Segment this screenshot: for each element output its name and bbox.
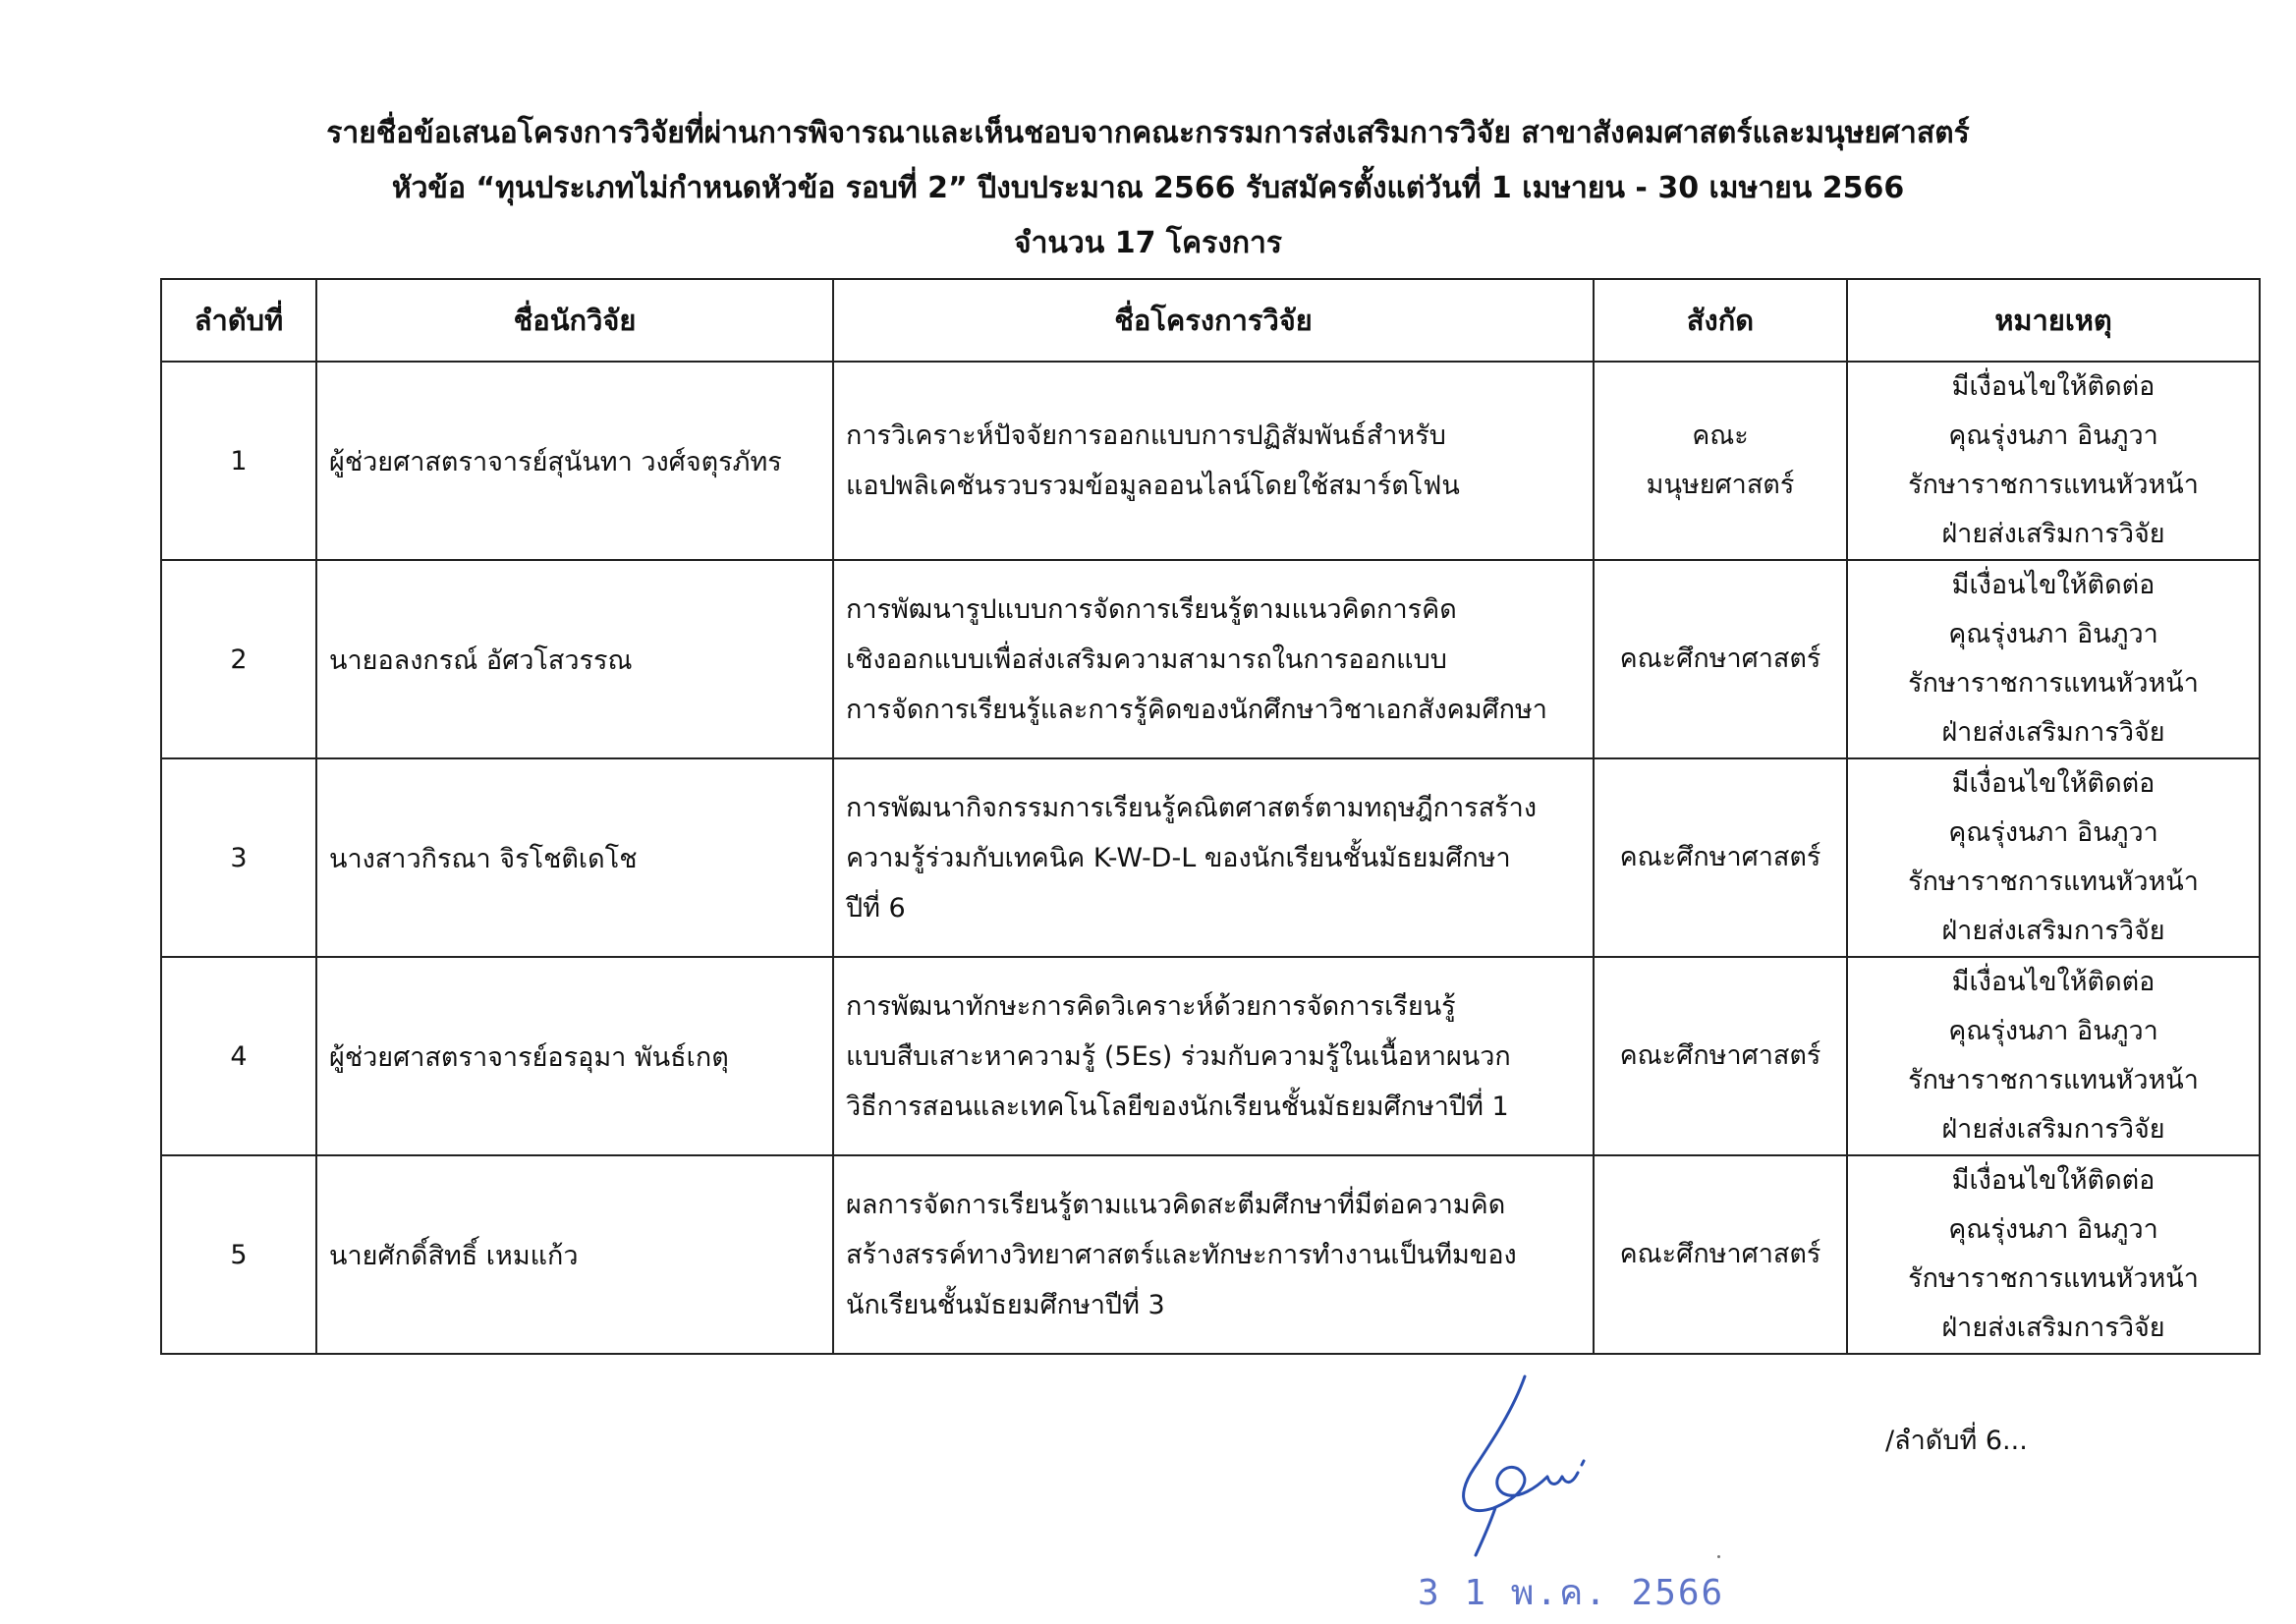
remark-line: มีเงื่อนไขให้ติดต่อ [1951,1165,2156,1196]
project-title [833,758,1594,957]
date-stamp: 3 1 พ.ค. 2566 [1418,1573,1725,1613]
row-no: 1 [161,362,316,560]
remark [1847,758,2260,957]
project-line: การพัฒนารูปแบบการจัดการเรียนรู้ตามแนวคิดการคิด [846,593,1457,625]
signature-icon [1434,1371,1601,1557]
affiliation-line: มนุษยศาสตร์ [1646,470,1795,500]
remark-line: มีเงื่อนไขให้ติดต่อ [1951,570,2156,600]
page-continuation: /ลำดับที่ 6... [1885,1426,2028,1456]
remark-line: รักษาราชการแทนหัวหน้า [1908,668,2199,699]
title-line-1: รายชื่อข้อเสนอโครงการวิจัยที่ผ่านการพิจารณาและเห็นชอบจากคณะกรรมการส่งเสริมการวิจัย สาขาสังคมศาสตร์และมนุษยศาสตร์ [326,116,1970,150]
affiliation [1594,1155,1847,1354]
project-line: การวิเคราะห์ปัจจัยการออกแบบการปฏิสัมพันธ์สำหรับ [846,420,1446,451]
header-remark: หมายเหตุ [1847,279,2260,362]
remark-line: คุณรุ่งนภา อินภูวา [1948,619,2158,649]
project-line: วิธีการสอนและเทคโนโลยีของนักเรียนชั้นมัธยมศึกษาปีที่ 1 [846,1091,1509,1122]
affiliation-line: คณะศึกษาศาสตร์ [1619,644,1821,674]
remark-line: มีเงื่อนไขให้ติดต่อ [1951,967,2156,997]
remark-line: รักษาราชการแทนหัวหน้า [1908,867,2199,897]
project-line: ปีที่ 6 [846,892,906,924]
project-line: แอปพลิเคชันรวบรวมข้อมูลออนไลน์โดยใช้สมาร์ตโฟน [846,471,1460,501]
remark [1847,957,2260,1155]
title-line-2: หัวข้อ “ทุนประเภทไม่กำหนดหัวข้อ รอบที่ 2” ปีงบประมาณ 2566 รับสมัครตั้งแต่วันที่ 1 เมษายน - 30 เมษายน 2566 [391,171,1905,205]
title-line-3: จำนวน 17 โครงการ [1014,226,1282,260]
project-title [833,362,1594,560]
remark-line: ฝ่ายส่งเสริมการวิจัย [1941,1114,2165,1145]
remark [1847,1155,2260,1354]
table-row [161,1155,2260,1354]
researcher-name: ผู้ช่วยศาสตราจารย์สุนันทา วงศ์จตุรภัทร [316,362,833,560]
remark-line: ฝ่ายส่งเสริมการวิจัย [1941,916,2165,946]
project-line: การพัฒนาทักษะการคิดวิเคราะห์ด้วยการจัดการเรียนรู้ [846,990,1456,1022]
project-title [833,1155,1594,1354]
project-line: ผลการจัดการเรียนรู้ตามแนวคิดสะตีมศึกษาที่มีต่อความคิด [846,1189,1506,1220]
header-project: ชื่อโครงการวิจัย [833,279,1594,362]
project-line: การพัฒนากิจกรรมการเรียนรู้คณิตศาสตร์ตามทฤษฎีการสร้าง [846,792,1538,823]
remark-line: มีเงื่อนไขให้ติดต่อ [1951,371,2156,402]
project-line: นักเรียนชั้นมัธยมศึกษาปีที่ 3 [846,1289,1165,1320]
researcher-name: นายศักดิ์สิทธิ์ เหมแก้ว [316,1155,833,1354]
affiliation-line: คณะศึกษาศาสตร์ [1619,1239,1821,1269]
project-title [833,560,1594,758]
row-no: 5 [161,1155,316,1354]
remark-line: รักษาราชการแทนหัวหน้า [1908,1263,2199,1294]
affiliation-line: คณะศึกษาศาสตร์ [1619,842,1821,872]
researcher-name: นายอลงกรณ์ อัศวโสวรรณ [316,560,833,758]
remark-line: มีเงื่อนไขให้ติดต่อ [1951,768,2156,799]
affiliation [1594,362,1847,560]
project-title [833,957,1594,1155]
project-line: การจัดการเรียนรู้และการรู้คิดของนักศึกษาวิชาเอกสังคมศึกษา [846,694,1547,725]
row-no: 2 [161,560,316,758]
researcher-name: ผู้ช่วยศาสตราจารย์อรอุมา พันธ์เกตุ [316,957,833,1155]
affiliation-line: คณะ [1692,420,1749,451]
table-row [161,362,2260,560]
remark-line: คุณรุ่งนภา อินภูวา [1948,1016,2158,1046]
project-line: แบบสืบเสาะหาความรู้ (5Es) ร่วมกับความรู้ในเนื้อหาผนวก [846,1040,1511,1072]
remark-line: คุณรุ่งนภา อินภูวา [1948,1214,2158,1245]
scan-speck [1717,1555,1720,1558]
affiliation [1594,758,1847,957]
remark-line: รักษาราชการแทนหัวหน้า [1908,1065,2199,1095]
project-line: เชิงออกแบบเพื่อส่งเสริมความสามารถในการออกแบบ [846,644,1447,675]
remark-line: ฝ่ายส่งเสริมการวิจัย [1941,1313,2165,1343]
remark [1847,362,2260,560]
remark-line: รักษาราชการแทนหัวหน้า [1908,470,2199,500]
header-no: ลำดับที่ [161,279,316,362]
remark-line: ฝ่ายส่งเสริมการวิจัย [1941,519,2165,549]
project-line: ความรู้ร่วมกับเทคนิค K-W-D-L ของนักเรียนชั้นมัธยมศึกษา [846,842,1511,873]
project-table [160,278,2261,1355]
header-name: ชื่อนักวิจัย [316,279,833,362]
table-row [161,560,2260,758]
row-no: 4 [161,957,316,1155]
document-title [0,106,2296,271]
remark-line: คุณรุ่งนภา อินภูวา [1948,420,2158,451]
affiliation [1594,560,1847,758]
table-header-row [161,279,2260,362]
affiliation [1594,957,1847,1155]
project-line: สร้างสรรค์ทางวิทยาศาสตร์และทักษะการทำงานเป็นทีมของ [846,1239,1517,1270]
remark-line: ฝ่ายส่งเสริมการวิจัย [1941,717,2165,748]
remark-line: คุณรุ่งนภา อินภูวา [1948,817,2158,848]
table-row [161,957,2260,1155]
remark [1847,560,2260,758]
researcher-name: นางสาวกิรณา จิรโชติเดโช [316,758,833,957]
header-affiliation: สังกัด [1594,279,1847,362]
row-no: 3 [161,758,316,957]
affiliation-line: คณะศึกษาศาสตร์ [1619,1040,1821,1071]
table-row [161,758,2260,957]
